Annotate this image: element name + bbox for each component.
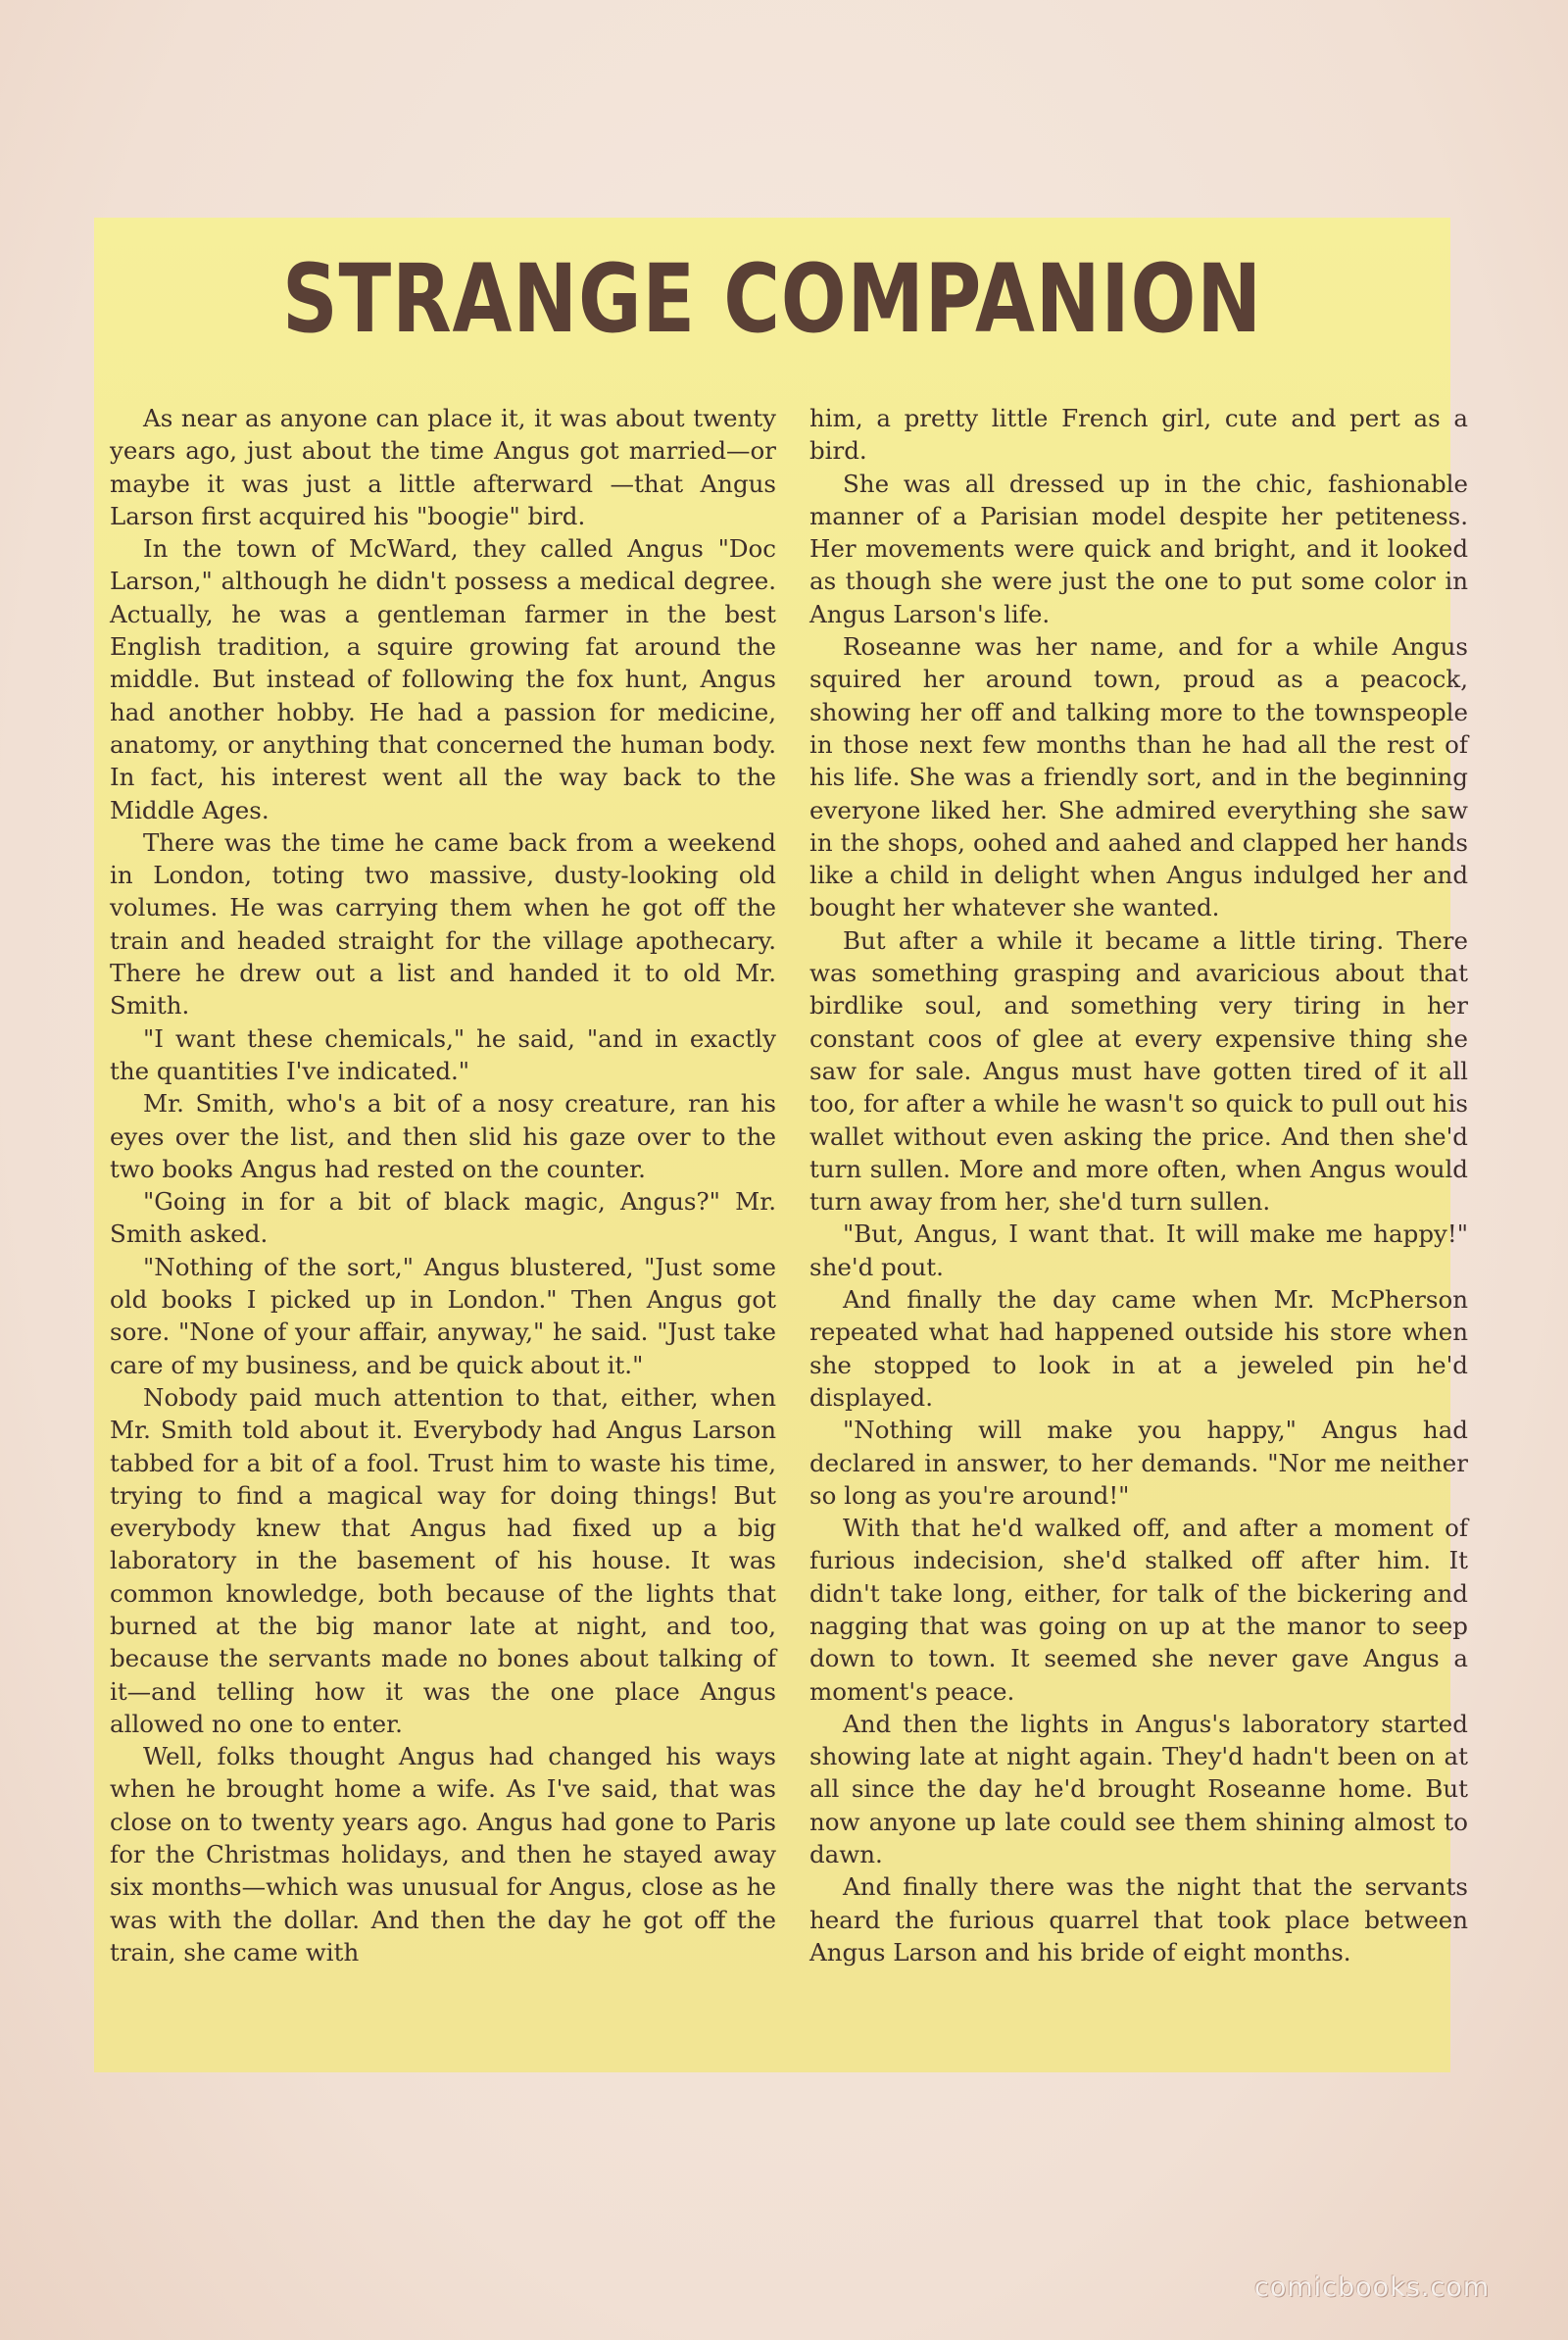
- right-column: [809, 402, 1468, 2068]
- paragraph: But after a while it became a little tiring. There was something grasping and avaricious about that birdlike soul, and something very tiring in her constant coos of glee at every expensive thing she saw for sale. Angus must have gotten tired of it all too, for after a while he wasn't so quick to pull out his wallet without even asking the price. And then she'd turn sullen. More and more often, when Angus would turn away from her, she'd turn sullen.: [809, 925, 1468, 1217]
- paragraph: With that he'd walked off, and after a moment of furious indecision, she'd stalked off after him. It didn't take long, either, for talk of the bickering and nagging that was going on up at the manor to seep down to town. It seemed she never gave Angus a moment's peace.: [809, 1514, 1468, 1706]
- paragraph: "But, Angus, I want that. It will make me happy!" she'd pout.: [809, 1220, 1468, 1281]
- paragraph: "I want these chemicals," he said, "and in exactly the quantities I've indicated.": [110, 1023, 776, 1085]
- paragraph: "Going in for a bit of black magic, Angus?" Mr. Smith asked.: [110, 1187, 776, 1249]
- paragraph: him, a pretty little French girl, cute and pert as a bird.: [809, 404, 1468, 466]
- paragraph: As near as anyone can place it, it was about twenty years ago, just about the time Angus got married—or maybe it was just a little afterward —that Angus Larson first acquired his "boogie" bird.: [110, 404, 776, 530]
- paragraph: There was the time he came back from a weekend in London, toting two massive, dusty-looking old volumes. He was carrying them when he got off the train and headed straight for the village apothecary. There he drew out a list and handed it to old Mr. Smith.: [110, 827, 776, 1021]
- paragraph: "Nothing of the sort," Angus blustered, "Just some old books I picked up in London." Then Angus got sore. "None of your affair, anyway," he said. "Just take care of my business, and be quick about it.": [110, 1252, 776, 1379]
- paragraph: Roseanne was her name, and for a while Angus squired her around town, proud as a peacock, showing her off and talking more to the townspeople in those next few months than he had all the rest of his life. She was a friendly sort, and in the beginning everyone liked her. She admired everything she saw in the shops, oohed and aahed and clapped her hands like a child in delight when Angus indulged her and bought her whatever she wanted.: [809, 632, 1468, 922]
- paragraph: Nobody paid much attention to that, either, when Mr. Smith told about it. Everybody had Angus Larson tabbed for a bit of a fool. Trust him to waste his time, trying to find a magical way for doing things! But everybody knew that Angus had fixed up a big laboratory in the basement of his house. It was common knowledge, both because of the lights that burned at the big manor late at night, and too, because the servants made no bones about talking of it—and telling how it was the one place Angus allowed no one to enter.: [110, 1382, 776, 1738]
- site-watermark: comicbooks.com: [1254, 2272, 1491, 2303]
- paragraph: In the town of McWard, they called Angus "Doc Larson," although he didn't possess a medical degree. Actually, he was a gentleman farmer in the best English tradition, a squire growing fat around the middle. But instead of following the fox hunt, Angus had another hobby. He had a passion for medicine, anatomy, or anything that concerned the human body. In fact, his interest went all the way back to the Middle Ages.: [110, 534, 776, 824]
- left-column: [110, 402, 776, 2068]
- paragraph: She was all dressed up in the chic, fashionable manner of a Parisian model despite her petiteness. Her movements were quick and bright, and it looked as though she were just the one to put some color in Angus Larson's life.: [809, 469, 1468, 628]
- paragraph: And then the lights in Angus's laboratory started showing late at night again. They'd hadn't been on at all since the day he'd brought Roseanne home. But now anyone up late could see them shining almost to dawn.: [809, 1709, 1468, 1869]
- paragraph: Mr. Smith, who's a bit of a nosy creature, ran his eyes over the list, and then slid his gaze over to the two books Angus had rested on the counter.: [110, 1089, 776, 1183]
- paragraph: And finally there was the night that the servants heard the furious quarrel that took place between Angus Larson and his bride of eight months.: [809, 1872, 1468, 1967]
- paragraph: Well, folks thought Angus had changed his ways when he brought home a wife. As I've said, that was close on to twenty years ago. Angus had gone to Paris for the Christmas holidays, and then he stayed away six months—which was unusual for Angus, close as he was with the dollar. And then the day he got off the train, she came with: [110, 1742, 776, 1967]
- paragraph: And finally the day came when Mr. McPherson repeated what had happened outside his store when she stopped to look in at a jeweled pin he'd displayed.: [809, 1285, 1468, 1412]
- paragraph: "Nothing will make you happy," Angus had declared in answer, to her demands. "Nor me neither so long as you're around!": [809, 1416, 1468, 1510]
- story-title: STRANGE COMPANION: [282, 244, 1262, 354]
